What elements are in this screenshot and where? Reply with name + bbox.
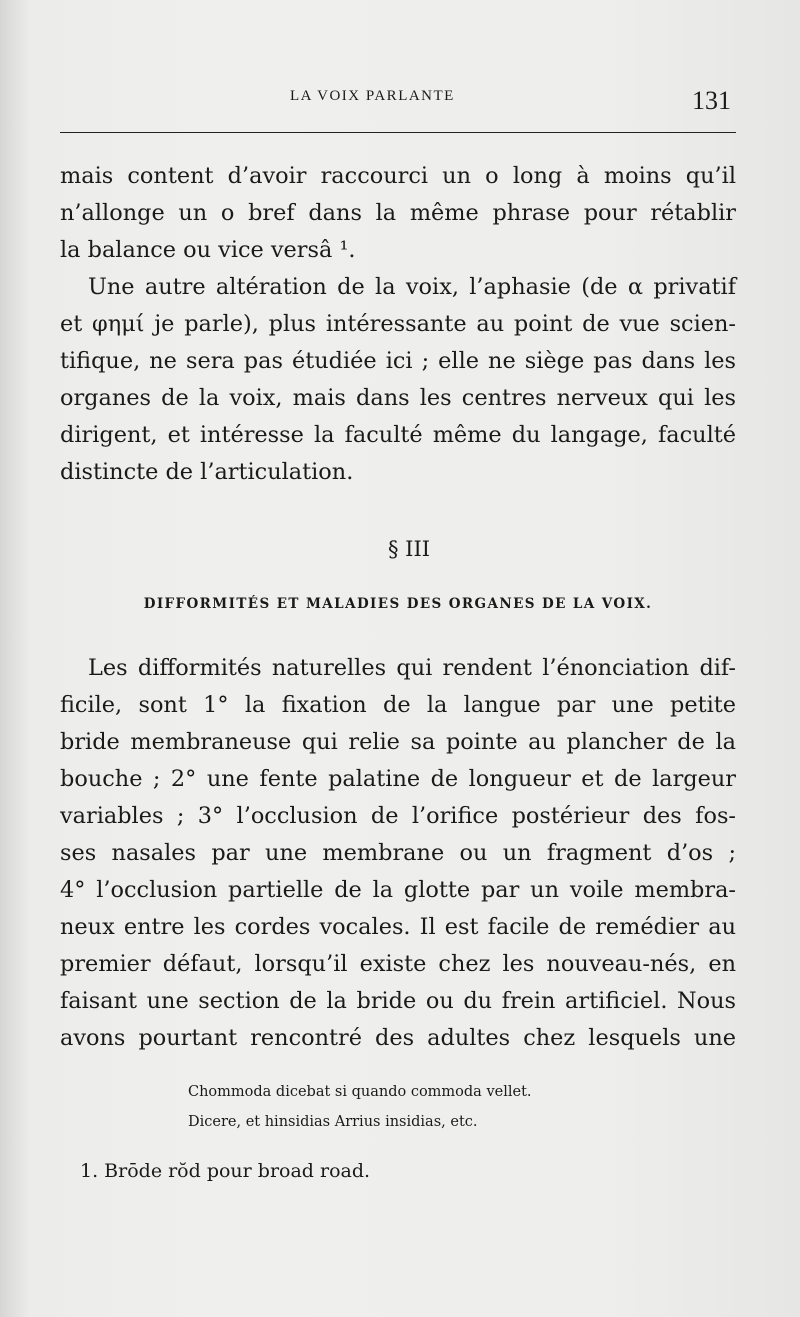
paragraph-deformities [60,650,736,1057]
footnote: 1. Brōde rŏd pour broad road. [80,1160,371,1182]
text-line: et φημί je parle), plus intéressante au point de vue scien- [60,311,736,337]
text-line: 4° l’occlusion partielle de la glotte par un voile membra- [60,877,736,903]
text-line: variables ; 3° l’occlusion de l’orifice postérieur des fos- [60,803,736,829]
header-rule [60,132,736,133]
text-line: bride membraneuse qui relie sa pointe au plancher de la [60,729,736,755]
text-line: ses nasales par une membrane ou un fragment d’os ; [60,840,736,866]
running-head: LA VOIX PARLANTE [290,88,455,104]
text-line: bouche ; 2° une fente palatine de longueur et de largeur [60,766,736,792]
text-line: premier défaut, lorsqu’il existe chez les nouveau-nés, en [60,951,736,977]
text-line: la balance ou vice versâ ¹. [60,237,356,263]
text-line: neux entre les cordes vocales. Il est facile de remédier au [60,914,736,940]
section-heading: § III [387,537,431,561]
paragraph-aphasia [60,269,736,491]
text-line: distincte de l’articulation. [60,459,354,485]
text-line: dirigent, et intéresse la faculté même du langage, faculté [60,422,736,448]
text-line: organes de la voix, mais dans les centres nerveux qui les [60,385,736,411]
text-line: tifique, ne sera pas étudiée ici ; elle ne siège pas dans les [60,348,736,374]
text-line: mais content d’avoir raccourci un o long à moins qu’il [60,163,736,189]
section-title: DIFFORMITÉS ET MALADIES DES ORGANES DE LA VOIX. [143,596,653,612]
latin-quotation-line: Chommoda dicebat si quando commoda vellet. [188,1084,532,1100]
page-number: 131 [692,86,731,115]
text-line: avons pourtant rencontré des adultes chez lesquels une [60,1025,736,1051]
paragraph-continuation [60,158,736,269]
text-line: Une autre altération de la voix, l’aphasie (de α privatif [88,274,736,300]
text-line: Les difformités naturelles qui rendent l’énonciation dif- [88,655,736,681]
latin-quotation-line: Dicere, et hinsidias Arrius insidias, etc. [188,1114,478,1130]
text-line: n’allonge un o bref dans la même phrase pour rétablir [60,200,736,226]
text-line: faisant une section de la bride ou du frein artificiel. Nous [60,988,736,1014]
text-line: ficile, sont 1° la fixation de la langue par une petite [60,692,736,718]
